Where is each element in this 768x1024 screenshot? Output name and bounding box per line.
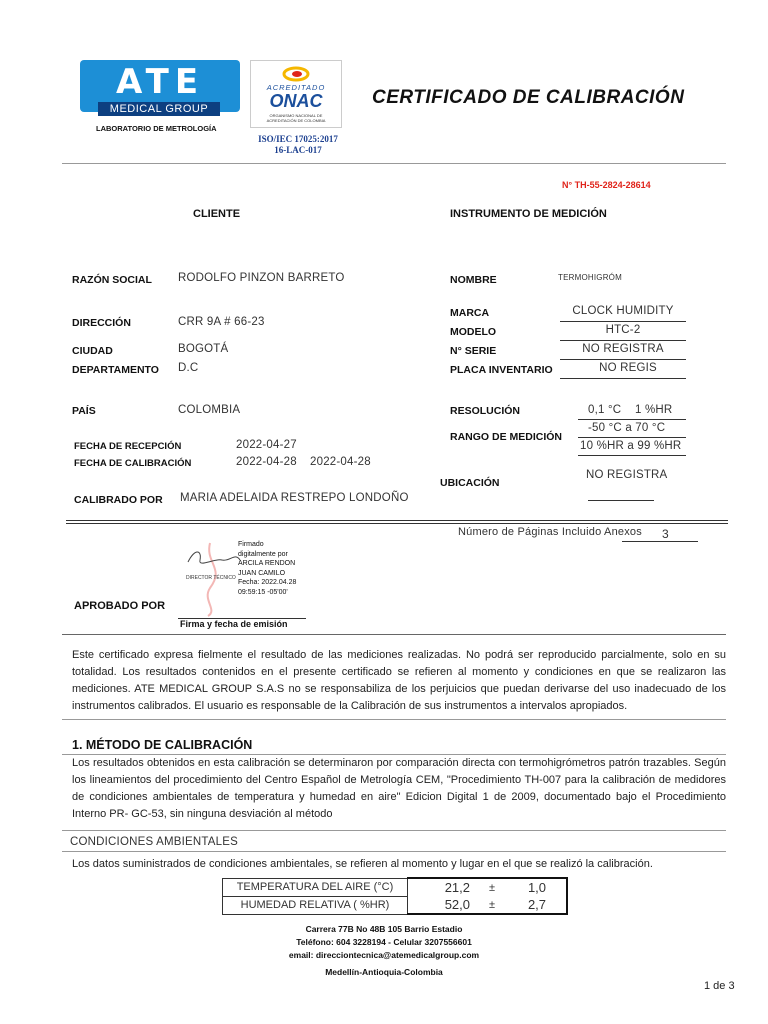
resolucion-temp-value: 0,1 °C	[588, 404, 622, 416]
onac-acreditado: ACREDITADO	[266, 83, 326, 92]
pages-label: Número de Páginas Incluido Anexos	[458, 526, 642, 538]
ciudad-label: CIUDAD	[72, 345, 113, 357]
condition-pm: ±	[476, 896, 508, 914]
resolucion-label: RESOLUCIÓN	[450, 405, 521, 417]
certificate-number: N° TH-55-2824-28614	[562, 180, 651, 190]
table-row	[223, 878, 568, 896]
calibrado-por-value: MARIA ADELAIDA RESTREPO LONDOÑO	[180, 492, 409, 504]
ciudad-value: BOGOTÁ	[178, 343, 229, 355]
placa-value: NO REGIS	[599, 362, 657, 374]
footer-email: email: direcciontecnica@atemedicalgroup.com	[288, 950, 480, 960]
disclaimer-text: Este certificado expresa fielmente el resultado de las mediciones realizadas. No podrá ser reproducido parcialmente, solo en su totalidad. Los resultados contenidos en el presente certificado se refieren al momento y condiciones en que se realizaron las mediciones. ATE MEDICAL GROUP S.A.S no se responsabiliza de los perjuicios que puedan derivarse del uso inadecuado de los instrumentos calibrados. El usuario es responsable de la Calibración de sus instrumentos a intervalos apropiados.	[72, 649, 726, 712]
direccion-label: DIRECCIÓN	[72, 317, 131, 329]
director-label: DIRECTOR TÉCNICO	[186, 575, 236, 581]
ubicacion-label: UBICACIÓN	[440, 477, 500, 489]
client-divider-top	[66, 520, 728, 521]
departamento-label: DEPARTAMENTO	[72, 364, 159, 376]
onac-emblem-icon	[251, 61, 341, 85]
marca-value: CLOCK HUMIDITY	[572, 305, 674, 317]
fecha-recepcion-value: 2022-04-27	[236, 439, 297, 451]
condition-value: 21,2	[408, 878, 477, 896]
table-row	[223, 896, 568, 914]
ate-logo-text: ATE	[115, 62, 205, 102]
ate-logo-subtitle: MEDICAL GROUP	[98, 102, 220, 116]
iso-standard: ISO/IEC 17025:2017	[258, 134, 338, 144]
instrument-heading: INSTRUMENTO DE MEDICIÓN	[450, 208, 607, 220]
rango-temp-underline	[578, 437, 686, 438]
digital-signature-text: Firmado digitalmente por ARCILA RENDON JUAN CAMILO Fecha: 2022.04.28 09:59:15 -05'00'	[238, 541, 297, 596]
modelo-label: MODELO	[450, 326, 497, 338]
method-text: Los resultados obtenidos en esta calibración se determinaron por comparación directa con termohigrómetros patrón trazables. Según los lineamientos del procedimiento del Centro Español de Metrología CEM, "Procedimiento TH-007 para la calibración de medidores de condiciones ambientales de temperatura y humedad en aire" Edicion Digital 1 de 2009, documentado bajo el Procedimiento Interno PR- GC-53, sin ninguna desviación al método	[72, 757, 726, 820]
aprobado-por-label: APROBADO POR	[74, 600, 166, 612]
ubicacion-underline	[588, 500, 654, 501]
pages-value: 3	[662, 527, 669, 541]
condition-label: TEMPERATURA DEL AIRE (°C)	[223, 878, 408, 896]
serie-value: NO REGISTRA	[582, 343, 664, 355]
departamento-value: D.C	[178, 362, 199, 374]
razon-social-value: RODOLFO PINZON BARRETO	[178, 272, 345, 284]
condition-uncertainty: 2,7	[508, 896, 567, 914]
footer-address: Carrera 77B No 48B 105 Barrio Estadio	[305, 924, 463, 934]
disclaimer-divider	[62, 634, 726, 635]
conditions-title-divider	[62, 851, 726, 852]
marca-underline	[560, 321, 686, 322]
pais-value: COLOMBIA	[178, 404, 241, 416]
fecha-recepcion-label: FECHA DE RECEPCIÓN	[74, 441, 182, 452]
client-heading: CLIENTE	[193, 208, 241, 220]
resolucion-hum-value: 1 %HR	[635, 404, 673, 416]
rango-hum-value: 10 %HR a 99 %HR	[580, 440, 682, 452]
conditions-text: Los datos suministrados de condiciones ambientales, se refieren al momento y lugar en el que se realizó la calibración.	[72, 858, 653, 870]
condition-pm: ±	[476, 878, 508, 896]
modelo-underline	[560, 340, 686, 341]
ate-logo	[80, 60, 240, 133]
razon-social-label: RAZÓN SOCIAL	[72, 274, 152, 286]
onac-org: ORGANISMO NACIONAL DE ACREDITACIÓN DE COLOMBIA	[266, 113, 326, 123]
conditions-title: CONDICIONES AMBIENTALES	[70, 836, 238, 848]
rango-temp-value: -50 °C a 70 °C	[588, 422, 666, 434]
serie-label: N° SERIE	[450, 345, 497, 357]
page-number: 1 de 3	[704, 980, 735, 992]
lab-name: LABORATORIO DE METROLOGÍA	[96, 124, 217, 133]
footer-phone: Teléfono: 604 3228194 - Celular 3207556601	[296, 937, 472, 947]
method-divider	[62, 719, 726, 720]
direccion-value: CRR 9A # 66-23	[178, 316, 265, 328]
rango-hum-underline	[578, 455, 686, 456]
nombre-label: NOMBRE	[450, 274, 497, 286]
onac-logo	[250, 60, 342, 128]
fecha-calibracion-value-end: 2022-04-28	[310, 456, 371, 468]
pages-underline	[622, 541, 698, 542]
conditions-table	[222, 877, 568, 915]
footer-city: Medellín-Antioquia-Colombia	[325, 967, 443, 977]
pais-label: PAÍS	[72, 405, 96, 417]
onac-name: ONAC	[269, 91, 323, 111]
calibrado-por-label: CALIBRADO POR	[74, 494, 163, 506]
marca-label: MARCA	[450, 307, 490, 319]
header-divider	[62, 163, 726, 164]
nombre-value: TERMOHIGRÓM	[558, 273, 622, 282]
resolucion-underline	[578, 419, 686, 420]
fecha-calibracion-label: FECHA DE CALIBRACIÓN	[74, 458, 192, 469]
placa-label: PLACA INVENTARIO	[450, 364, 553, 376]
method-title: 1. MÉTODO DE CALIBRACIÓN	[72, 738, 253, 752]
firma-label: Firma y fecha de emisión	[180, 619, 288, 629]
iso-accreditation	[258, 134, 338, 156]
ubicacion-value: NO REGISTRA	[586, 469, 668, 481]
condition-value: 52,0	[408, 896, 477, 914]
iso-code: 16-LAC-017	[274, 145, 322, 155]
fecha-calibracion-value: 2022-04-28	[236, 456, 297, 468]
placa-underline	[560, 378, 686, 379]
modelo-value: HTC-2	[605, 324, 641, 336]
rango-label: RANGO DE MEDICIÓN	[450, 431, 563, 443]
conditions-divider	[62, 830, 726, 831]
condition-uncertainty: 1,0	[508, 878, 567, 896]
certificate-title: CERTIFICADO DE CALIBRACIÓN	[372, 87, 685, 108]
serie-underline	[560, 359, 686, 360]
client-divider-bottom	[66, 523, 728, 524]
condition-label: HUMEDAD RELATIVA ( %HR)	[223, 896, 408, 914]
